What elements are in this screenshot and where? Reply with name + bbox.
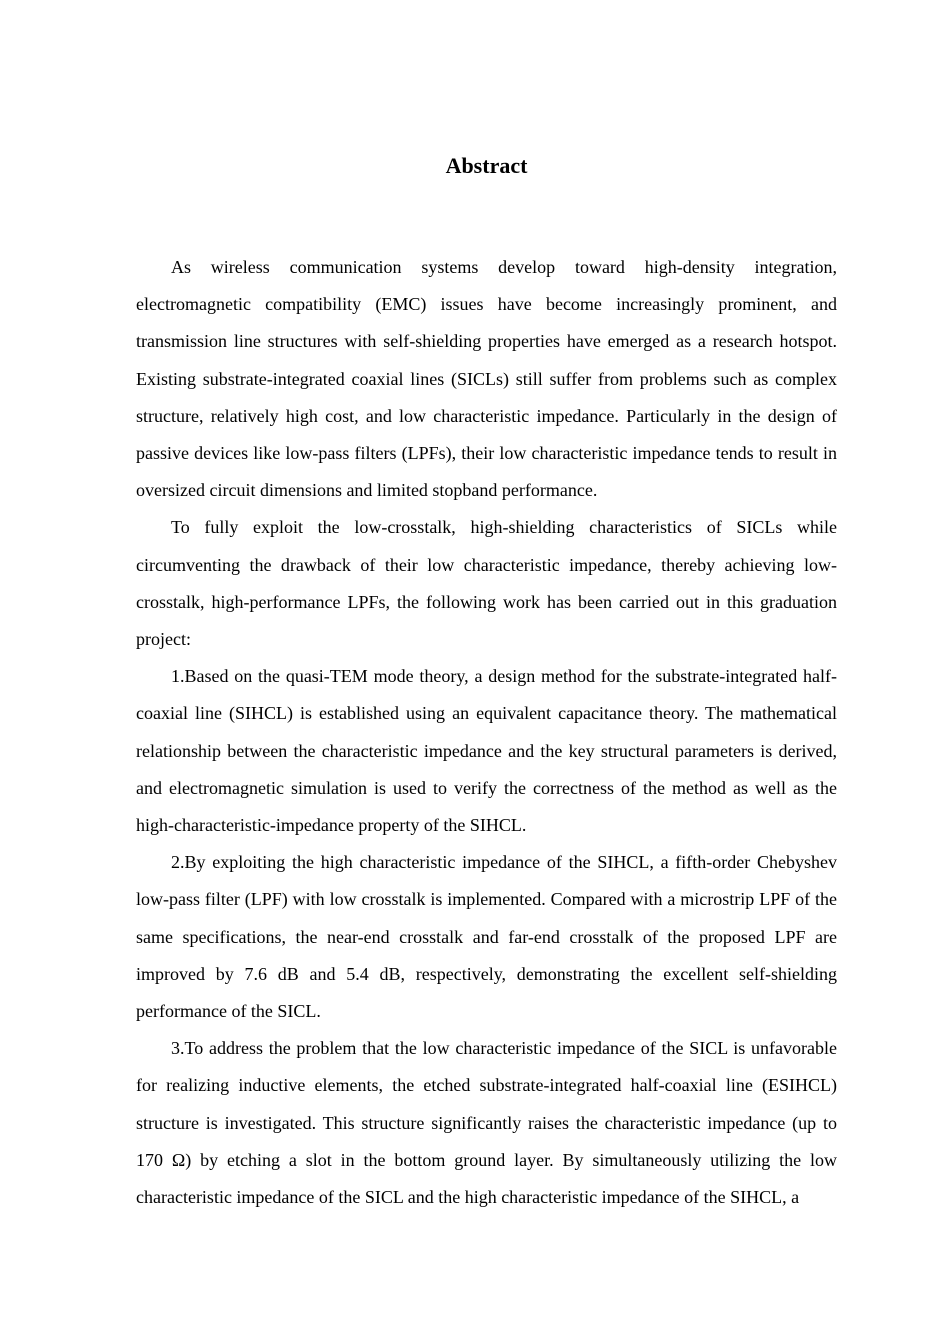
paragraph-item-2: 2.By exploiting the high characteristic impedance of the SIHCL, a fifth-order Chebyshev low-pass filter (LPF) with low crosstalk is implemented. Compared with a microstrip LPF of the same specifications, the near-end crosstalk and far-end crosstalk of the proposed LPF are improved by 7.6 dB and 5.4 dB, respectively, demonstrating the excellent self-shielding performance of the SICL. [136, 852, 837, 1022]
abstract-body [136, 249, 837, 1216]
paragraph-intro: As wireless communication systems develop toward high-density integration, electromagnetic compatibility (EMC) issues have become increasingly prominent, and transmission line structures with self-shielding properties have emerged as a research hotspot. Existing substrate-integrated coaxial lines (SICLs) still suffer from problems such as complex structure, relatively high cost, and low characteristic impedance. Particularly in the design of passive devices like low-pass filters (LPFs), their low characteristic impedance tends to result in oversized circuit dimensions and limited stopband performance. [136, 257, 837, 501]
paragraph-objective: To fully exploit the low-crosstalk, high-shielding characteristics of SICLs while circumventing the drawback of their low characteristic impedance, thereby achieving low-crosstalk, high-performance LPFs, the following work has been carried out in this graduation project: [136, 517, 837, 650]
paragraph-item-1: 1.Based on the quasi-TEM mode theory, a design method for the substrate-integrated half-coaxial line (SIHCL) is established using an equivalent capacitance theory. The mathematical relationship between the characteristic impedance and the key structural parameters is derived, and electromagnetic simulation is used to verify the correctness of the method as well as the high-characteristic-impedance property of the SIHCL. [136, 666, 837, 836]
abstract-title: Abstract [445, 153, 528, 178]
paragraph-item-3: 3.To address the problem that the low characteristic impedance of the SICL is unfavorable for realizing inductive elements, the etched substrate-integrated half-coaxial line (ESIHCL) structure is investigated. This structure significantly raises the characteristic impedance (up to 170 Ω) by etching a slot in the bottom ground layer. By simultaneously utilizing the low characteristic impedance of the SICL and the high characteristic impedance of the SIHCL, a [136, 1038, 837, 1208]
